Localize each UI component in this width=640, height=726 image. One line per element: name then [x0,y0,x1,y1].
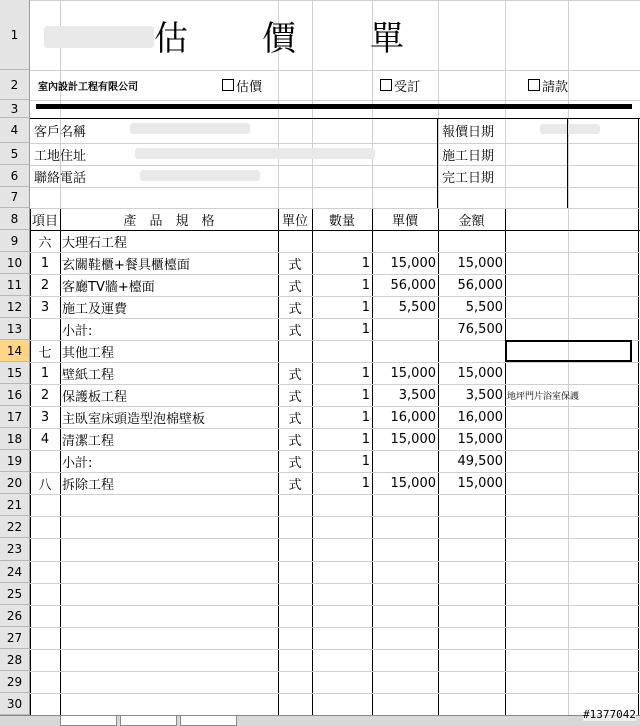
row-header[interactable]: 12 [0,296,30,318]
table-row-line [30,384,640,385]
row-description[interactable]: 小計: [62,455,93,471]
info-label-right[interactable]: 完工日期 [442,170,495,186]
row-unit[interactable]: 式 [288,323,302,339]
table-row-line [30,649,640,650]
row-description[interactable]: 客廳TV牆+檯面 [62,279,155,295]
row-header[interactable]: 21 [0,494,30,516]
table-row-line [30,561,640,562]
checkbox-label: 受訂 [394,79,421,95]
row-header[interactable]: 18 [0,428,30,450]
checkbox-icon[interactable] [222,79,234,91]
row-header[interactable]: 2 [0,70,30,100]
row-qty[interactable]: 1 [361,387,370,403]
row-header[interactable]: 17 [0,406,30,428]
row-header[interactable]: 24 [0,561,30,583]
row-price[interactable] [372,340,438,362]
redacted-date [540,124,600,134]
row-amount[interactable]: 15,000 [457,475,503,491]
row-header[interactable]: 5 [0,143,30,165]
table-row-line [30,605,640,606]
row-description[interactable]: 主臥室床頭造型泡棉壁板 [62,411,206,427]
row-price[interactable]: 5,500 [398,299,436,315]
table-row-line [30,516,640,517]
row-header[interactable]: 14 [0,340,30,362]
col-header-product[interactable]: 產 品 規 格 [123,213,215,229]
row-amount[interactable]: 49,500 [457,453,503,469]
row-item[interactable] [30,318,60,340]
row-header[interactable]: 10 [0,252,30,274]
table-row-line [30,362,640,363]
row-description[interactable]: 大理石工程 [62,235,128,251]
row-qty[interactable]: 1 [361,277,370,293]
row-item[interactable]: 七 [38,345,52,361]
row-unit[interactable] [278,340,312,362]
row-qty[interactable] [312,230,372,252]
row-description[interactable]: 保護板工程 [62,389,128,405]
invoice-checkbox[interactable] [526,70,606,100]
row-description[interactable]: 施工及運費 [62,301,128,317]
watermark: #1377042 [583,708,636,721]
table-row-line [30,428,640,429]
row-description[interactable]: 小計: [62,323,93,339]
table-row-line [30,406,640,407]
table-border-v [372,208,373,715]
row-header[interactable]: 28 [0,649,30,671]
row-qty[interactable]: 1 [361,255,370,271]
row-item[interactable]: 4 [40,431,50,447]
row-header[interactable]: 4 [0,118,30,143]
row-header[interactable]: 9 [0,230,30,252]
info-label[interactable]: 工地住址 [34,148,87,164]
row-amount[interactable] [438,340,505,362]
row-header[interactable]: 23 [0,538,30,561]
row-unit[interactable]: 式 [288,301,302,317]
col-header-amount[interactable]: 金額 [458,213,485,229]
row-amount[interactable]: 76,500 [457,321,503,337]
table-border-v [312,208,313,715]
row-item[interactable]: 1 [40,255,50,271]
row-item[interactable]: 1 [40,365,50,381]
row-amount[interactable]: 15,000 [457,431,503,447]
row-header[interactable]: 20 [0,472,30,494]
row-price[interactable]: 16,000 [390,409,436,425]
row-item[interactable] [30,450,60,472]
row-description[interactable]: 拆除工程 [62,477,115,493]
row-qty[interactable]: 1 [361,475,370,491]
table-row-line [30,274,640,275]
row-item[interactable]: 3 [40,409,50,425]
row-unit[interactable]: 式 [288,455,302,471]
info-label-right[interactable]: 施工日期 [442,148,495,164]
table-border-v [278,208,279,715]
table-row-line [30,627,640,628]
row-qty[interactable]: 1 [361,321,370,337]
row-price[interactable]: 15,000 [390,255,436,271]
row-amount[interactable] [438,230,505,252]
row-header[interactable]: 3 [0,100,30,118]
row-header[interactable]: 11 [0,274,30,296]
row-description[interactable]: 壁紙工程 [62,367,115,383]
table-row-line [30,296,640,297]
checkbox-label: 請款 [542,79,569,95]
redacted-field [140,170,260,181]
header-bottom-border [30,230,640,231]
row-unit[interactable]: 式 [288,257,302,273]
row-price[interactable] [372,318,438,340]
row-header[interactable]: 6 [0,165,30,187]
selected-cell[interactable] [505,340,632,362]
row-price[interactable] [372,450,438,472]
border [437,118,438,208]
row-price[interactable]: 15,000 [390,431,436,447]
row-amount[interactable]: 56,000 [457,277,503,293]
table-row-line [30,671,640,672]
row-header[interactable]: 19 [0,450,30,472]
col-header-unit[interactable]: 單位 [281,213,308,229]
info-label-right[interactable]: 報價日期 [442,125,495,140]
row-header[interactable]: 30 [0,693,30,715]
checkbox-label: 估價 [236,79,263,95]
row-amount[interactable]: 15,000 [457,365,503,381]
estimate-checkbox[interactable] [220,70,300,100]
gridline-h [30,187,640,188]
row-header[interactable]: 7 [0,187,30,208]
row-qty[interactable]: 1 [361,365,370,381]
company-cell[interactable] [36,70,236,100]
order-checkbox[interactable] [378,70,458,100]
row-header[interactable]: 25 [0,583,30,605]
row-unit[interactable]: 式 [288,477,302,493]
row-amount[interactable]: 16,000 [457,409,503,425]
row-header[interactable]: 26 [0,605,30,627]
row-header[interactable]: 1 [0,0,30,70]
table-border-v [438,208,439,715]
table-row-line [30,472,640,473]
thick-separator [36,104,632,109]
row-header[interactable]: 22 [0,516,30,538]
row-unit[interactable] [278,230,312,252]
row-header[interactable]: 27 [0,627,30,649]
col-header-item[interactable]: 項目 [32,213,59,229]
row-header[interactable]: 29 [0,671,30,693]
row-unit[interactable]: 式 [288,389,302,405]
checkbox-icon[interactable] [528,79,540,91]
border [30,118,640,119]
row-unit[interactable]: 式 [288,433,302,449]
row-qty[interactable]: 1 [361,409,370,425]
row-item[interactable]: 八 [38,477,52,493]
redacted-logo [44,26,154,48]
row-qty[interactable]: 1 [361,453,370,469]
table-border-v [60,208,61,715]
col-header-price[interactable]: 單價 [391,213,418,229]
row-description[interactable]: 玄關鞋櫃+餐具櫃檯面 [62,257,190,273]
redacted-field [135,148,375,159]
gridline-h [30,100,640,101]
row-qty[interactable] [312,340,372,362]
row-amount[interactable]: 3,500 [465,387,503,403]
row-description[interactable]: 清潔工程 [62,433,115,449]
row-header[interactable]: 13 [0,318,30,340]
table-row-line [30,208,640,209]
row-price[interactable]: 56,000 [390,277,436,293]
row-price[interactable] [372,230,438,252]
row-qty[interactable]: 1 [361,299,370,315]
row-price[interactable]: 15,000 [390,475,436,491]
border [567,118,568,208]
table-row-line [30,318,640,319]
row-item[interactable]: 2 [40,387,50,403]
row-qty[interactable]: 1 [361,431,370,447]
table-row-line [30,450,640,451]
row-price[interactable]: 15,000 [390,365,436,381]
col-header-qty[interactable]: 數量 [328,213,355,229]
row-item[interactable]: 2 [40,277,50,293]
redacted-field [130,123,250,134]
table-border-v [30,208,31,715]
row-price[interactable]: 3,500 [398,387,436,403]
info-label[interactable]: 客戶名稱 [34,125,87,140]
table-row-line [30,693,640,694]
row-unit[interactable]: 式 [288,367,302,383]
table-border-v [505,208,506,715]
checkbox-icon[interactable] [380,79,392,91]
document-title[interactable]: 估 價 單 [154,18,406,59]
table-row-line [30,583,640,584]
info-label[interactable]: 聯絡電話 [34,170,87,186]
row-header[interactable]: 16 [0,384,30,406]
row-note[interactable]: 地坪門片浴室保護 [507,391,580,402]
table-row-line [30,538,640,539]
table-row-line [30,252,640,253]
row-amount[interactable]: 15,000 [457,255,503,271]
row-item[interactable]: 六 [38,235,52,251]
row-unit[interactable]: 式 [288,411,302,427]
table-row-line [30,494,640,495]
row-unit[interactable]: 式 [288,279,302,295]
row-item[interactable]: 3 [40,299,50,315]
row-header[interactable]: 8 [0,208,30,230]
row-header[interactable]: 15 [0,362,30,384]
row-amount[interactable]: 5,500 [465,299,503,315]
row-description[interactable]: 其他工程 [62,345,115,361]
company-name: 室內設計工程有限公司 [38,81,138,93]
